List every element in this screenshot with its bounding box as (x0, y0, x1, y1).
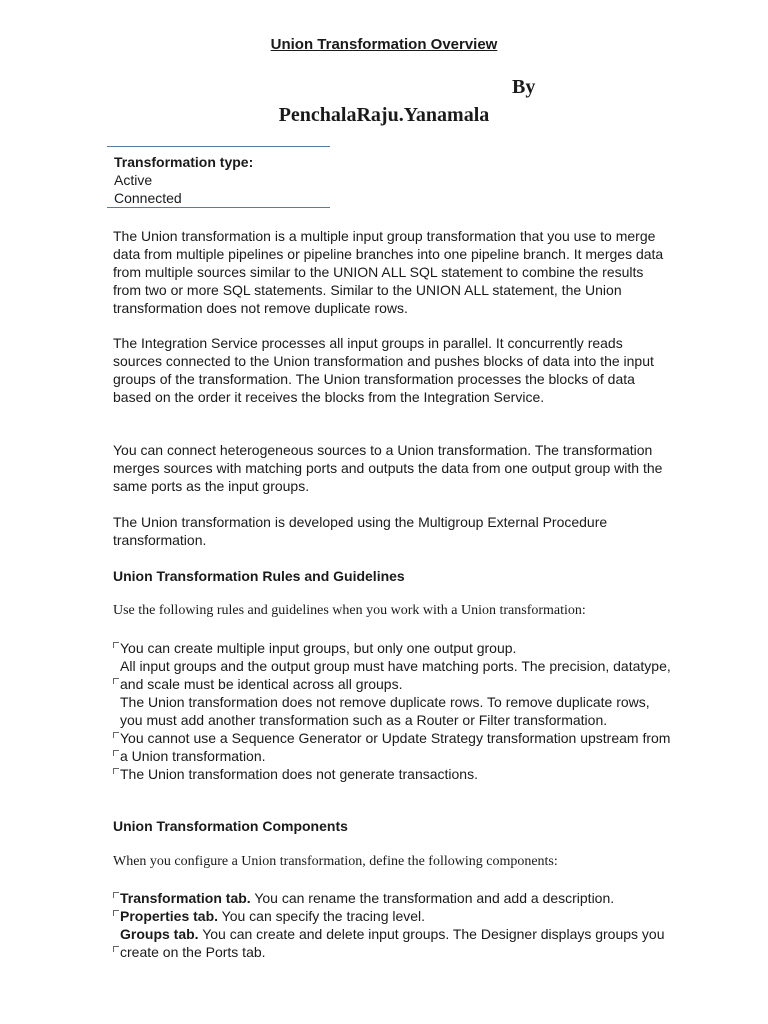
list-item: Groups tab. You can create and delete input groups. The Designer displays groups you create on the Ports tab. (113, 925, 673, 961)
list-item: Properties tab. You can specify the tracing level. (113, 907, 673, 925)
bullet-marker (113, 946, 119, 952)
components-intro: When you configure a Union transformation, define the following components: (113, 854, 558, 869)
author-name: PenchalaRaju.Yanamala (278, 104, 490, 126)
transformation-type-label: Transformation type: (114, 154, 254, 170)
bullet-marker (113, 768, 119, 774)
document-title: Union Transformation Overview (270, 36, 498, 53)
list-item: The Union transformation does not generate transactions. (113, 765, 673, 783)
list-item: The Union transformation does not remove duplicate rows. To remove duplicate rows, you must add another transformation such as a Router or Filter transformation. (113, 693, 673, 729)
rules-intro: Use the following rules and guidelines when you work with a Union transformation: (113, 603, 586, 618)
list-item: You cannot use a Sequence Generator or Update Strategy transformation upstream from a Union transformation. (113, 729, 673, 765)
rules-heading: Union Transformation Rules and Guidelines (113, 568, 405, 584)
paragraph: The Union transformation is developed using the Multigroup External Procedure transformation. (113, 514, 608, 548)
transformation-type-value: Active (114, 172, 153, 188)
components-list (113, 889, 673, 961)
bullet-marker (113, 642, 119, 648)
paragraph: The Union transformation is a multiple input group transformation that you use to merge data from multiple pipelines or pipeline branches into one pipeline branch. It merges data from multiple sources similar to the UNION ALL SQL statement to combine the results from two or more SQL statements. Similar to the UNION ALL statement, the Union transformation does not remove duplicate rows. (113, 228, 664, 316)
bullet-marker (113, 892, 119, 898)
list-item: You can create multiple input groups, but only one output group. (113, 639, 673, 657)
components-heading: Union Transformation Components (113, 818, 348, 834)
transformation-type-value: Connected (114, 190, 182, 206)
paragraph: The Integration Service processes all input groups in parallel. It concurrently reads sources connected to the Union transformation and pushes blocks of data into the input groups of the transformation. The Union transformation processes the blocks of data based on the order it receives the blocks from the Integration Service. (113, 335, 654, 405)
rules-list (113, 639, 673, 783)
paragraph: You can connect heterogeneous sources to a Union transformation. The transformation merges sources with matching ports and outputs the data from one output group with the same ports as the input groups. (113, 442, 663, 494)
transformation-type-box (107, 146, 330, 208)
bullet-marker (113, 678, 119, 684)
bullet-marker (113, 910, 119, 916)
list-item: All input groups and the output group must have matching ports. The precision, datatype, and scale must be identical across all groups. (113, 657, 673, 693)
list-item: Transformation tab. You can rename the transformation and add a description. (113, 889, 673, 907)
bullet-marker (113, 750, 119, 756)
author-by: By (512, 76, 536, 98)
